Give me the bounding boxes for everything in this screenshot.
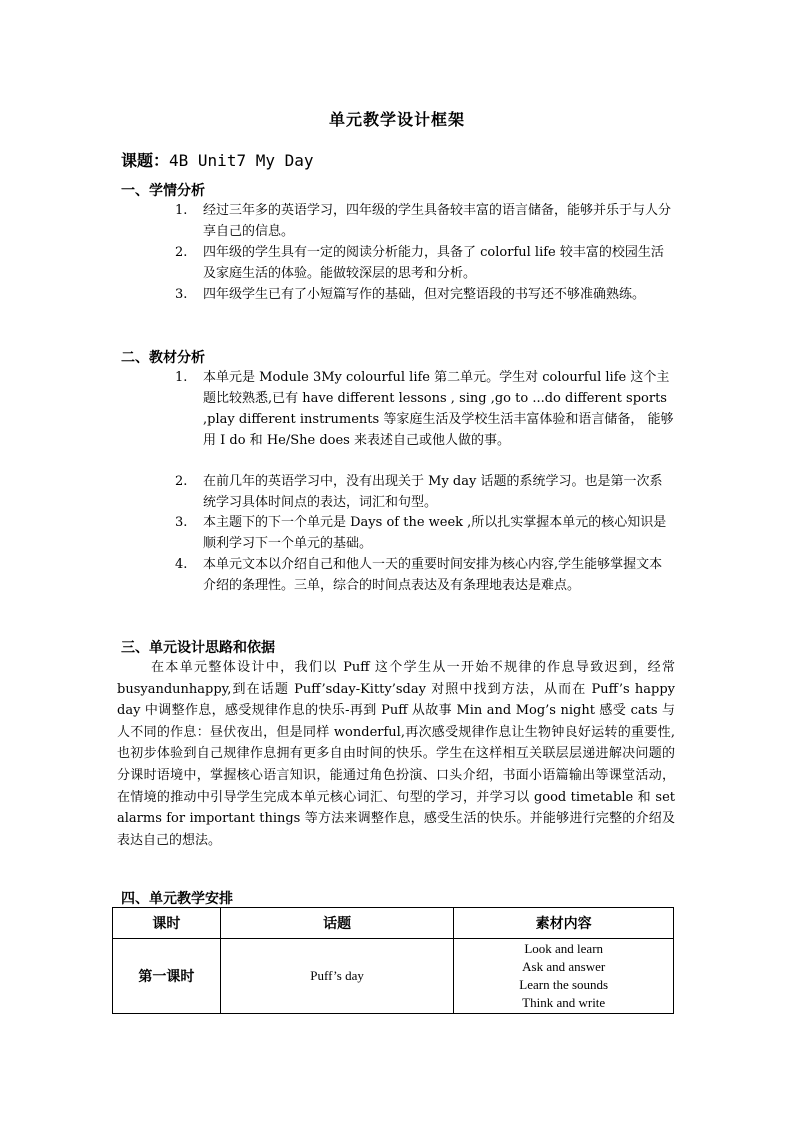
topic-value: 4B Unit7 My Day [169,151,314,170]
list-number: 3. [175,515,188,530]
list-text: 四年级学生已有了小短篇写作的基础，但对完整语段的书写还不够准确熟练。 [203,287,646,302]
list-text: 本单元文本以介绍自己和他人一天的重要时间安排为核心内容,学生能够掌握文本介绍的条理性。三单，综合的时间点表达及有条理地表达是难点。 [203,557,663,593]
section-heading-2: 二、教材分析 [121,350,205,366]
topic-line [121,148,314,171]
list-item [175,367,675,451]
list-item [175,554,675,596]
materials-cell [454,939,674,1014]
teaching-schedule-table [112,907,674,1014]
column-header-materials: 素材内容 [454,908,674,939]
list-text: 本主题下的下一个单元是 Days of the week ,所以扎实掌握本单元的核心知识是顺利学习下一个单元的基础。 [203,515,667,551]
list-number: 2. [175,245,188,260]
list-item [175,284,675,305]
section-heading-4: 四、单元教学安排 [121,891,233,907]
list-number: 2. [175,474,188,489]
topic-cell: Puff’s day [220,939,454,1014]
table-row [113,939,674,1014]
list-number: 1. [175,203,188,218]
list-text: 在前几年的英语学习中，没有出现关于 My day 话题的系统学习。也是第一次系统学习具体时间点的表达，词汇和句型。 [203,474,663,510]
material-item: Look and learn [524,941,604,956]
list-number: 1. [175,370,188,385]
list-item [175,512,675,554]
design-rationale-paragraph: 在本单元整体设计中，我们以 Puff 这个学生从一开始不规律的作息导致迟到，经常 busyandunhappy,到在话题 Puff’sday-Kitty’sday 对照中找到方法，从而在 Puff’s happy day 中调整作息，感受规律作息的快乐-再到 Puff 从故事 Min and Mog’s night 感受 cats 与人不同的作息：昼伏夜出，但是同样 wonderful,再次感受规律作息让生物钟良好运转的重要性,也初步体验到自己规律作息拥有更多自由时间的快乐。学生在这样相互关联层层递进解决问题的分课时语境中，掌握核心语言知识，能通过角色扮演、口头介绍，书面小语篇输出等课堂活动，在情境的推动中引导学生完成本单元核心词汇、句型的学习，并学习以 good timetable 和 set alarms for important things 等方法来调整作息，感受生活的快乐。并能够进行完整的介绍及表达自己的想法。 [117,660,675,848]
material-item: Think and write [522,995,606,1010]
document-title: 单元教学设计框架 [328,110,465,129]
material-item: Ask and answer [522,959,606,974]
list-number: 4. [175,557,188,572]
section-heading-3: 三、单元设计思路和依据 [121,640,275,656]
list-text: 经过三年多的英语学习，四年级的学生具备较丰富的语言储备，能够并乐于与人分享自己的信息。 [203,203,672,239]
table-header-row [113,908,674,939]
list-item [175,200,675,242]
list-text: 本单元是 Module 3My colourful life 第二单元。学生对 colourful life 这个主题比较熟悉,已有 have different lessons , sing ,go to ...do different sports ,play different instruments 等家庭生活及学校生活丰富体验和语言储备， 能够用 I do 和 He/She does 来表述自己或他人做的事。 [203,370,674,448]
list-item [175,242,675,284]
lesson-cell: 第一课时 [113,939,221,1014]
list-text: 四年级的学生具有一定的阅读分析能力，具备了 colorful life 较丰富的校园生活及家庭生活的体验。能做较深层的思考和分析。 [203,245,664,281]
material-item: Learn the sounds [519,977,609,992]
section-heading-1: 一、学情分析 [121,183,205,199]
column-header-topic: 话题 [220,908,454,939]
topic-label: 课题： [121,151,170,170]
list-item [175,471,675,513]
list-number: 3. [175,287,188,302]
column-header-lesson: 课时 [113,908,221,939]
